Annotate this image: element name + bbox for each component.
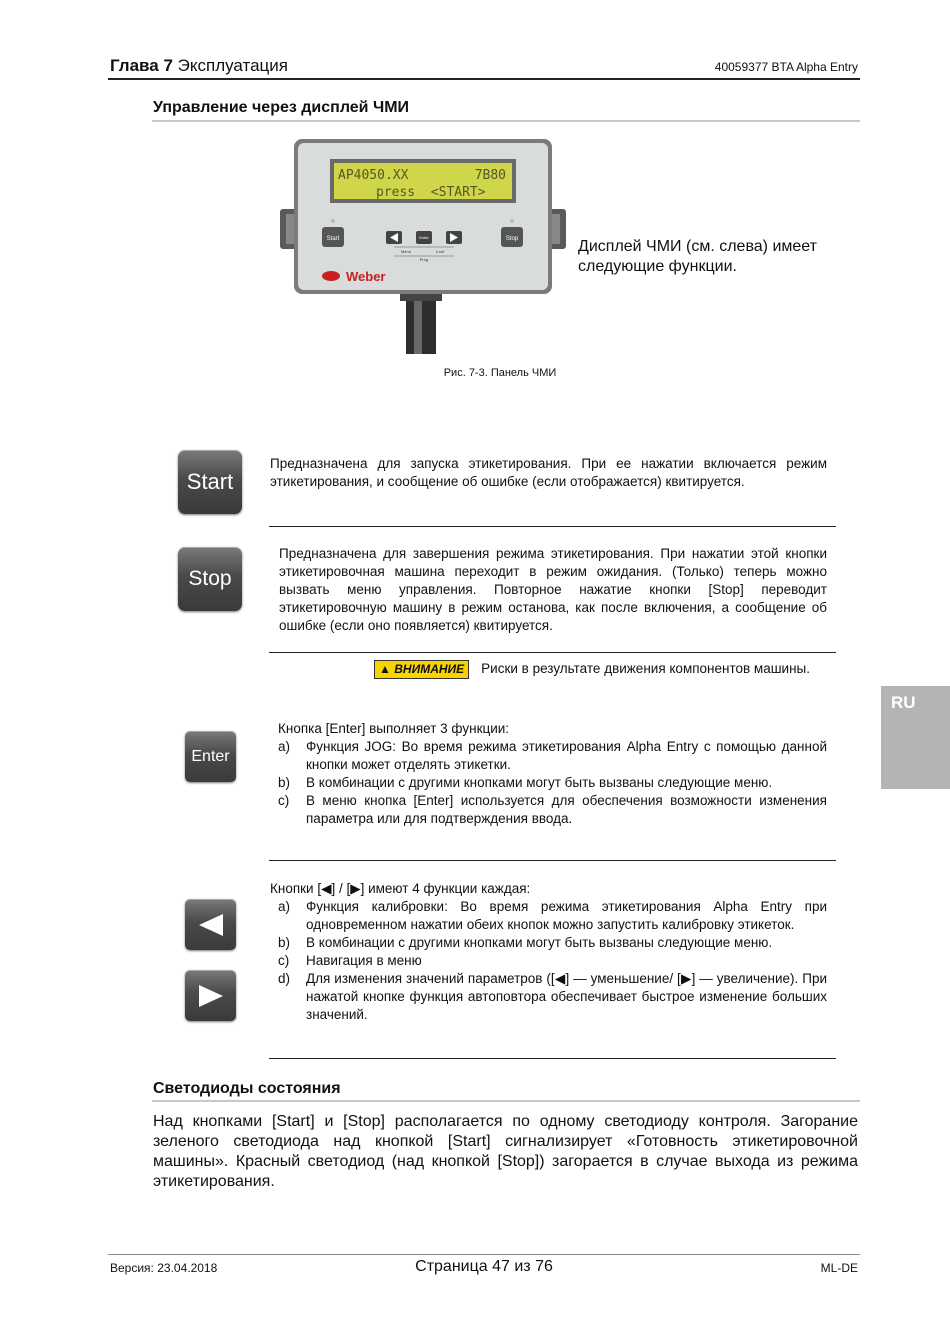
- header-chapter: [110, 56, 288, 76]
- lcd-line1-left: AP4050.XX: [338, 168, 409, 183]
- fig-btn-stop: Stop: [505, 236, 519, 242]
- chapter-number: Глава 7: [110, 56, 173, 75]
- fig-btn-start: Start: [326, 236, 340, 242]
- lcd-line2: press <START>: [376, 185, 486, 200]
- figure-description: Дисплей ЧМИ (см. слева) имеет следующие функции.: [578, 238, 817, 275]
- section-title-hmi: Управление через дисплей ЧМИ: [153, 99, 410, 116]
- section-divider: [152, 120, 860, 122]
- divider-start: [269, 526, 836, 527]
- chapter-title: Эксплуатация: [177, 56, 288, 75]
- divider-arrows: [269, 1058, 836, 1059]
- hmi-panel-figure: [294, 139, 552, 294]
- warning-label: ВНИМАНИЕ: [394, 662, 465, 676]
- list-item: d) Для изменения значений параметров ([◀] — уменьшение/ [▶] — увеличение). При нажатой кнопке функция автоповтора обеспечивает быстрое изменение больших значений.: [278, 971, 827, 1022]
- divider-enter: [269, 860, 836, 861]
- section-divider: [152, 1100, 860, 1102]
- list-item: b) В комбинации с другими кнопками могут быть вызваны следующие меню.: [278, 775, 773, 790]
- header-divider: [108, 78, 860, 80]
- list-item: a) Функция калибровки: Во время режима этикетирования Alpha Entry при одновременном нажатии обеих кнопок можно запустить калибровку этикеток.: [278, 899, 827, 932]
- leds-description: Над кнопками [Start] и [Stop] располагается по одному светодиоду контроля. Загорание зеленого светодиода над кнопкой [Start] сигнализирует «Готовность этикетировочной машины». Красный светодиод (над кнопкой [Stop]) загорается в случае выхода из режима этикетирования.: [153, 1113, 858, 1190]
- figure-caption: Рис. 7-3. Панель ЧМИ: [443, 367, 557, 379]
- stop-button-icon: [178, 547, 242, 611]
- fig-label-prog: Prog: [419, 257, 429, 262]
- list-item: a) Функция JOG: Во время режима этикетирования Alpha Entry с помощью данной кнопки может отделять этикетки.: [278, 739, 827, 772]
- footer-divider: [108, 1254, 860, 1255]
- arrows-description: [270, 880, 827, 1024]
- stop-description: Предназначена для завершения режима этикетирования. При нажатии этой кнопки этикетировочная машина переходит в режим ожидания. (Только) теперь можно вызвать меню управления. Повторное нажатие кнопки [Stop] переводит этикетировочную машину в режим останова, как после включения, а сообщение об ошибке (если оно появляется) квитируется.: [279, 546, 827, 633]
- warning-badge: [374, 660, 469, 679]
- right-arrow-icon: [197, 984, 225, 1008]
- stop-icon-label: Stop: [188, 567, 232, 590]
- left-arrow-button-icon: [185, 899, 236, 950]
- fig-label-conf: Conf: [435, 249, 445, 254]
- footer-code: ML-DE: [820, 1261, 858, 1275]
- section-title-leds: Светодиоды состояния: [153, 1080, 341, 1097]
- footer-page-number: Страница 47 из 76: [415, 1258, 553, 1275]
- warning-text: Риски в результате движения компонентов машины.: [481, 661, 810, 676]
- header-doc-id: 40059377 BTA Alpha Entry: [714, 60, 858, 74]
- warning-triangle-icon: ▲: [379, 662, 391, 676]
- start-button-icon: [178, 450, 242, 514]
- right-arrow-button-icon: [185, 970, 236, 1021]
- list-item: c) В меню кнопка [Enter] используется для обеспечения возможности изменения параметра или для подтверждения ввода.: [278, 793, 827, 826]
- arrows-function-list: [278, 898, 827, 1024]
- start-description: Предназначена для запуска этикетирования. При ее нажатии включается режим этикетирования, и сообщение об ошибке (если отображается) квитируется.: [270, 456, 827, 489]
- warning-block: [374, 660, 827, 679]
- language-tab: RU: [881, 686, 950, 789]
- enter-intro: Кнопка [Enter] выполняет 3 функции:: [278, 721, 510, 736]
- start-icon-label: Start: [186, 469, 234, 494]
- fig-logo: Weber: [346, 269, 386, 284]
- left-arrow-icon: [197, 913, 225, 937]
- footer-version: Версия: 23.04.2018: [110, 1261, 218, 1275]
- divider-stop: [269, 652, 836, 653]
- fig-btn-enter: Enter: [419, 235, 429, 240]
- fig-label-menu: Menu: [400, 249, 412, 254]
- enter-description: [278, 720, 827, 828]
- enter-icon-label: Enter: [191, 747, 230, 765]
- list-item: c) Навигация в меню: [278, 953, 422, 968]
- list-item: b) В комбинации с другими кнопками могут быть вызваны следующие меню.: [278, 935, 773, 950]
- arrows-intro: Кнопки [◀] / [▶] имеют 4 функции каждая:: [270, 881, 531, 896]
- enter-button-icon: [185, 731, 236, 782]
- lcd-line1-right: 7B80: [474, 168, 506, 183]
- enter-function-list: [278, 738, 827, 828]
